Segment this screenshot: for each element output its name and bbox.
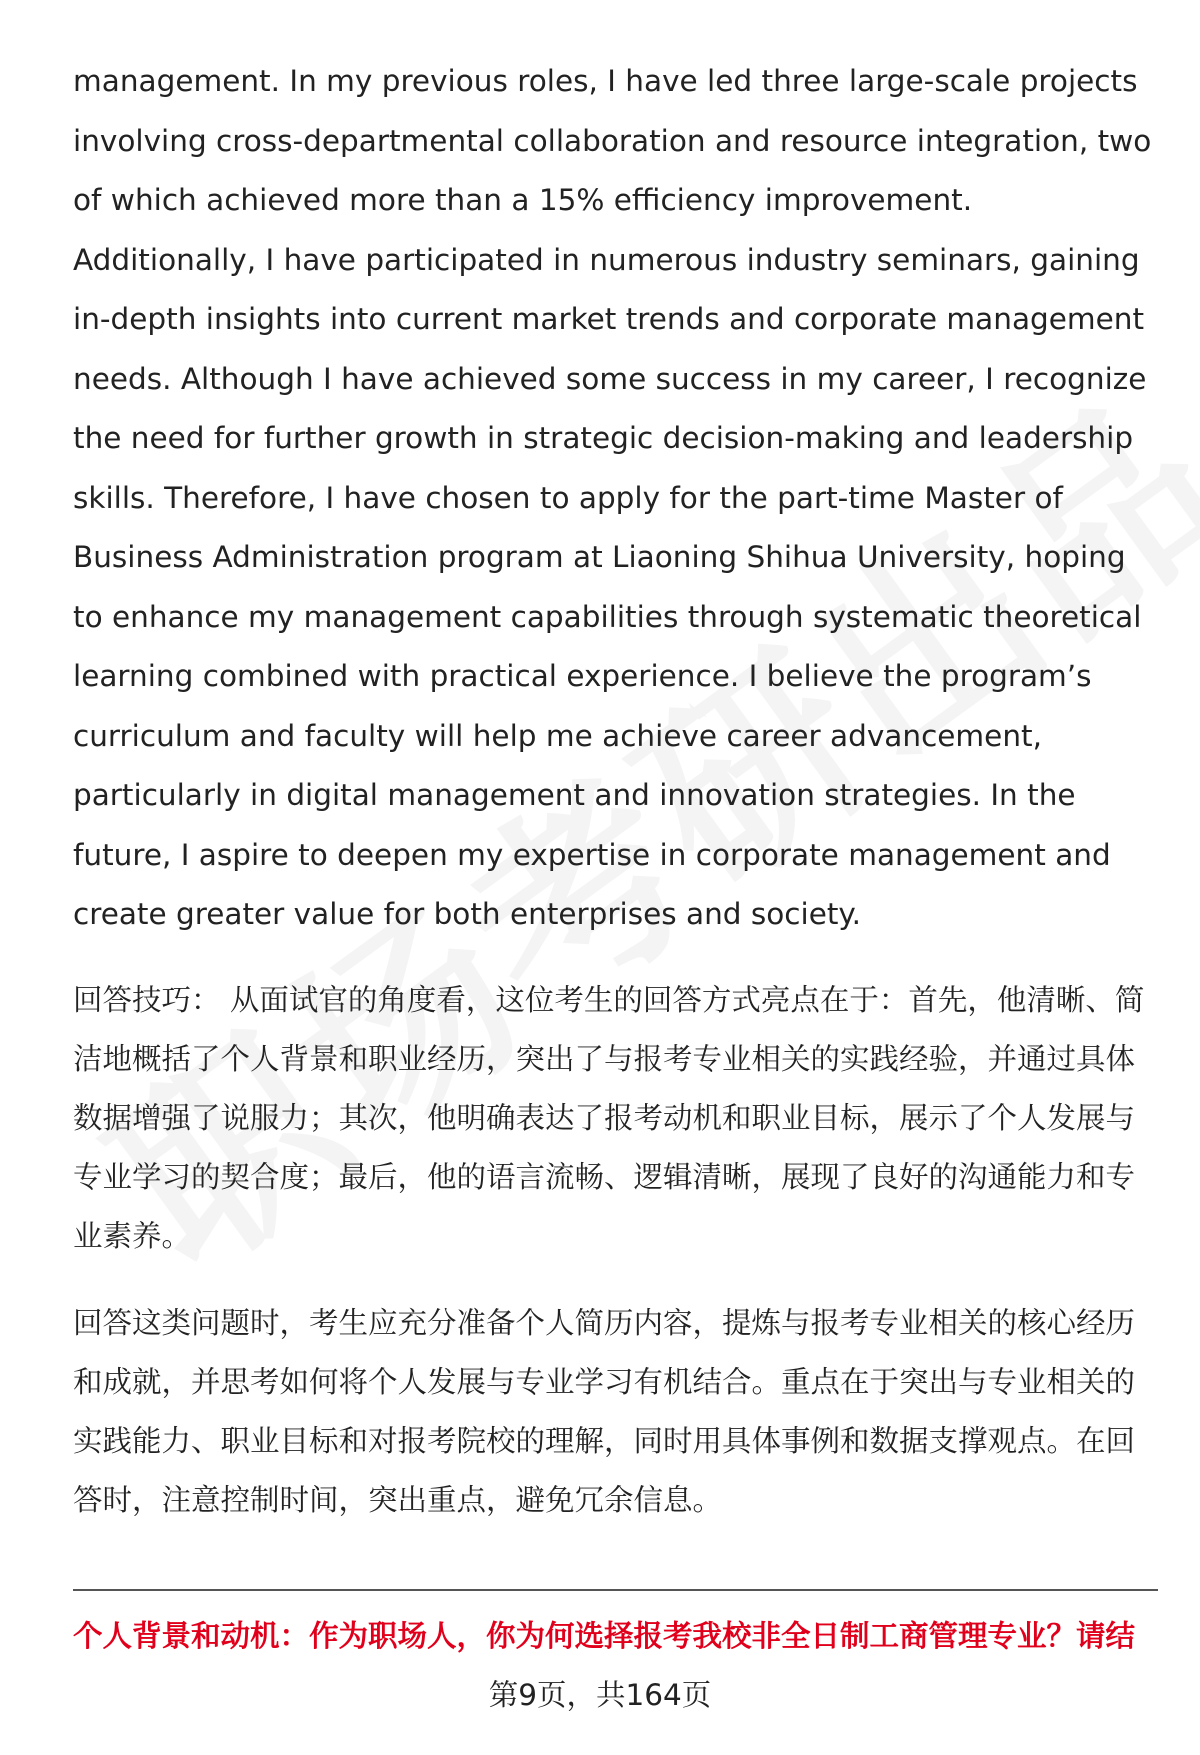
answer-tips-label: 回答技巧：	[73, 982, 221, 1017]
section-divider	[73, 1589, 1158, 1591]
english-answer-paragraph: management. In my previous roles, I have led three large-scale projects involving cross-departmental collaboration and resource integration, two of which achieved more than a 15% efficiency improvement. Additionally, I have participated in numerous industry seminars, gaining in-depth insights into current market trends and corporate management needs. Although I have achieved some success in my career, I recognize the need for further growth in strategic decision-making and leadership skills. Therefore, I have chosen to apply for the part-time Master of Business Administration program at Liaoning Shihua University, hoping to enhance my management capabilities through systematic theoretical learning combined with practical experience. I believe the program’s curriculum and faculty will help me achieve career advancement, particularly in digital management and innovation strategies. In the future, I aspire to deepen my expertise in corporate management and create greater value for both enterprises and society.	[73, 64, 1152, 931]
answer-tips-paragraph	[73, 971, 1161, 1266]
page-number: 第9页，共164页	[488, 1678, 712, 1712]
next-question-heading: 个人背景和动机：作为职场人，你为何选择报考我校非全日制工商管理专业？请结	[73, 1619, 1136, 1653]
document-body	[73, 52, 1161, 1530]
answer-advice-paragraph: 回答这类问题时，考生应充分准备个人简历内容，提炼与报考专业相关的核心经历和成就，并思考如何将个人发展与专业学习有机结合。重点在于突出与专业相关的实践能力、职业目标和对报考院校的理解，同时用具体事例和数据支撑观点。在回答时，注意控制时间，突出重点，避免冗余信息。	[73, 1305, 1136, 1517]
answer-tips-text: 从面试官的角度看，这位考生的回答方式亮点在于：首先，他清晰、简洁地概括了个人背景和职业经历，突出了与报考专业相关的实践经验，并通过具体数据增强了说服力；其次，他明确表达了报考动机和职业目标，展示了个人发展与专业学习的契合度；最后，他的语言流畅、逻辑清晰，展现了良好的沟通能力和专业素养。	[73, 982, 1145, 1253]
